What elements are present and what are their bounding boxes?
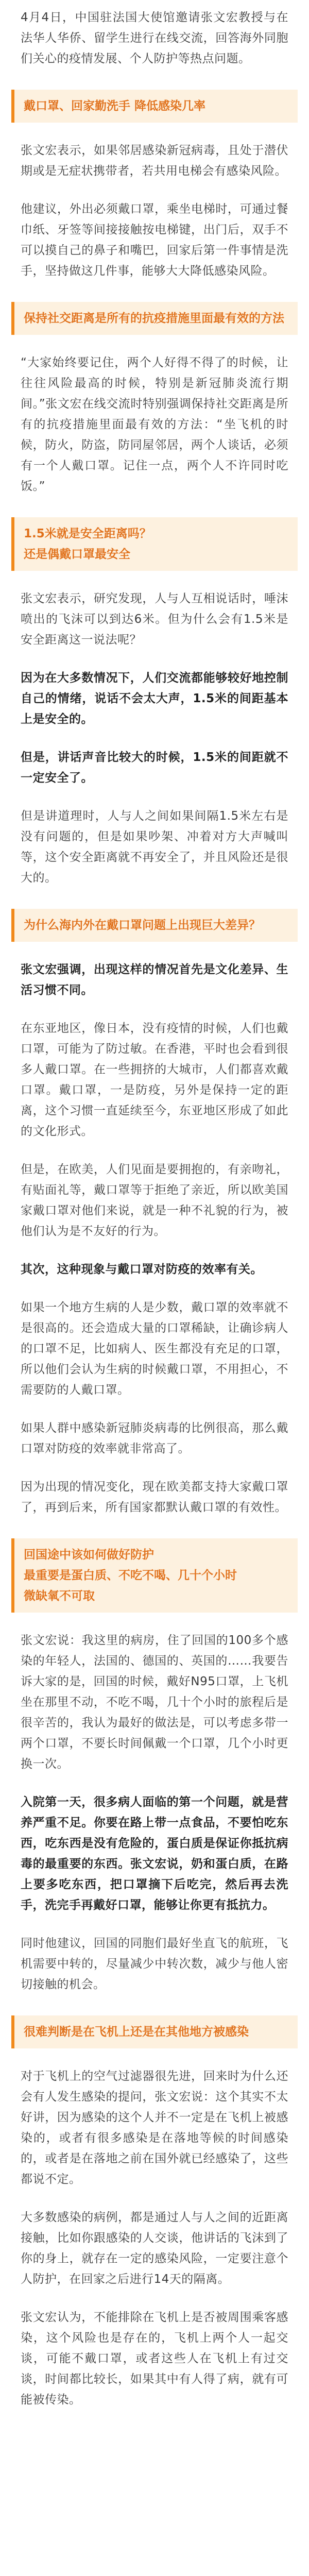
body-paragraph: 张文宏说：我这里的病房，住了回国的100多个感染的年轻人，法国的、德国的、英国的……我要告诉大家的是，回国的时候，戴好N95口罩，上飞机坐在那里不动，不吃不喝，几十个小时的旅程后是很辛苦的，我认为最好的做法是，可以考虑多带一两个口罩，不要长时间佩戴一个口罩，几个小时更换一次。 [21,1634,288,1771]
section-heading [11,2015,298,2048]
emphasis-paragraph: 但是，讲话声音比较大的时候，1.5米的间距就不一定安全了。 [21,751,288,785]
article-body [0,7,309,2410]
section-heading [11,302,298,335]
body-paragraph: 大多数感染的病例，都是通过人与人之间的近距离接触，比如你跟感染的人交谈，他讲话的飞沫到了你的身上，就存在一定的感染风险，一定要注意个人防护，在回家之后进行14天的隔离。 [21,2211,288,2286]
body-paragraph: 因为出现的情况变化，现在欧美都支持大家戴口罩了，再到后来，所有国家都默认戴口罩的有效性。 [21,1480,288,1514]
body-paragraph: 如果一个地方生病的人是少数，戴口罩的效率就不是很高的。还会造成大量的口罩稀缺，让确诊病人的口罩不足，比如病人、医生都没有充足的口罩，所以他们会认为生病的时候戴口罩，不用担心，不需要防的人戴口罩。 [21,1301,288,1397]
section-heading-line: 回国途中该如何做好防护 [24,1548,154,1562]
body-paragraph: 对于飞机上的空气过滤器很先进，回来时为什么还会有人发生感染的提问，张文宏说：这个其实不太好讲，因为感染的这个人并不一定是在飞机上被感染的，或者有很多感染是在落地等候的时间感染的，或者是在落地之前在国外就已经感染了，这些都说不定。 [21,2070,288,2186]
section-heading [11,90,298,123]
body-paragraph: 但是讲道理时，人与人之间如果间隔1.5米左右是没有问题的，但是如果吵架、冲着对方大声喊叫等，这个安全距离就不再安全了，并且风险还是很大的。 [21,809,288,885]
emphasis-paragraph: 其次，这种现象与戴口罩对防疫的效率有关。 [21,1263,263,1276]
body-paragraph: 张文宏认为，不能排除在飞机上是否被周围乘客感染，这个风险也是存在的，飞机上两个人一起交谈，可能不戴口罩，或者这些人在飞机上有过交谈，时间都比较长，如果其中有人得了病，就有可能被传染。 [21,2311,288,2406]
body-paragraph: 在东亚地区，像日本，没有疫情的时候，人们也戴口罩，可能为了防过敏。在香港，平时也会看到很多人戴口罩。在一些拥挤的大城市，人们都喜欢戴口罩。戴口罩，一是防疫，另外是保持一定的距离，这个习惯一直延续至今，东亚地区形成了如此的文化形式。 [21,1022,288,1138]
section-heading-line: 为什么海内外在戴口罩问题上出现巨大差异？ [24,919,261,932]
body-paragraph: 但是，在欧美，人们见面是要拥抱的，有亲吻礼，有贴面礼等，戴口罩等于拒绝了亲近，所以欧美国家戴口罩对他们来说，就是一种不礼貌的行为，被他们认为是不友好的行为。 [21,1163,288,1238]
emphasis-paragraph: 入院第一天，很多病人面临的第一个问题，就是营养严重不足。你要在路上带一点食品，不要怕吃东西，吃东西是没有危险的，蛋白质是保证你抵抗病毒的最重要的东西。张文宏说，奶和蛋白质，在路上要多吃东西，把口罩摘下后吃完，然后再去洗手，洗完手再戴好口罩，能够让你更有抵抗力。 [21,1795,288,1912]
intro-paragraph: 4月4日，中国驻法国大使馆邀请张文宏教授与在法华人华侨、留学生进行在线交流，回答海外同胞们关心的疫情发展、个人防护等热点问题。 [21,11,288,65]
section-heading-line: 戴口罩、回家勤洗手 降低感染几率 [24,99,206,113]
emphasis-paragraph: 因为在大多数情况下，人们交流都能够较好地控制自己的情绪，说话不会太大声，1.5米的间距基本上是安全的。 [21,671,288,726]
section-heading-line: 最重要是蛋白质、不吃不喝、几十个小时 [24,1569,237,1582]
body-paragraph: 张文宏表示，研究发现，人与人互相说话时，唾沫喷出的飞沫可以到达6米。但为什么会有1.5米是安全距离这一说法呢？ [21,592,288,647]
section-heading-line: 1.5米就是安全距离吗？ [24,527,151,540]
section-heading-line: 还是偶戴口罩最安全 [24,548,130,561]
emphasis-paragraph: 张文宏强调，出现这样的情况首先是文化差异、生活习惯不同。 [21,963,288,997]
section-heading-line: 保持社交距离是所有的抗疫措施里面最有效的方法 [24,312,284,325]
section-heading [11,909,298,942]
section-heading-line: 很难判断是在飞机上还是在其他地方被感染 [24,2025,249,2039]
body-paragraph: 如果人群中感染新冠肺炎病毒的比例很高，那么戴口罩对防疫的效率就非常高了。 [21,1421,288,1455]
body-paragraph: 他建议，外出必须戴口罩，乘坐电梯时，可通过餐巾纸、牙签等间接接触按电梯键，出门后，双手不可以摸自己的鼻子和嘴巴，回家后第一件事情是洗手，坚持做这几件事，能够大大降低感染风险。 [21,202,288,278]
body-paragraph: 张文宏表示，如果邻居感染新冠病毒，且处于潜伏期或是无症状携带者，若共用电梯会有感染风险。 [21,144,288,178]
body-paragraph: “大家始终要记住，两个人好得不得了的时候，让往往风险最高的时候，特别是新冠肺炎流行期间。”张文宏在线交流时特别强调保持社交距离是所有的抗疫措施里面最有效的方法：“坐飞机的时候，防火，防盗，防同屋邻居，两个人谈话，必须有一个人戴口罩。记住一点，两个人不许同时吃饭。” [21,356,288,493]
section-heading-line: 微缺氧不可取 [24,1589,95,1603]
section-heading [11,1538,298,1613]
body-paragraph: 同时他建议，回国的同胞们最好坐直飞的航班，飞机需要中转的，尽量减少中转次数，减少与他人密切接触的机会。 [21,1937,288,1991]
section-heading [11,517,298,571]
